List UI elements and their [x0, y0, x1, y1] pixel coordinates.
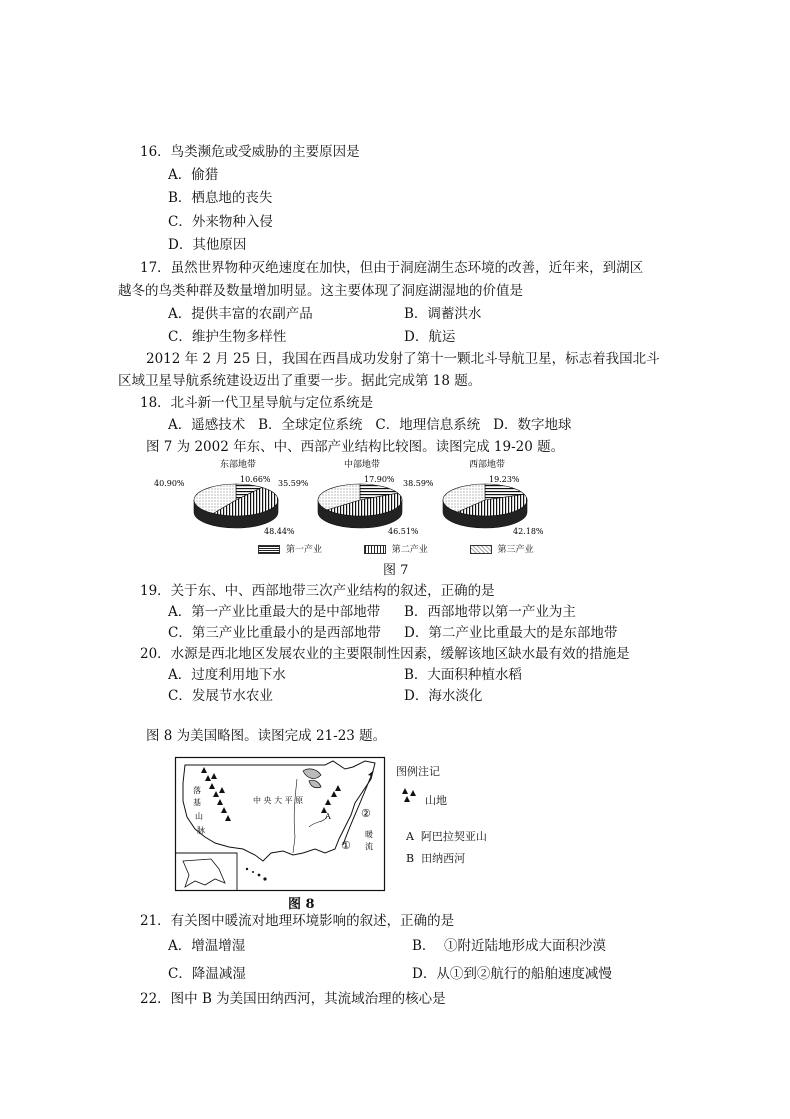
pie-chart-2 — [403, 458, 544, 536]
q21-option-b: B． ①附近陆地形成大面积沙漠 — [412, 938, 607, 954]
q21-option-a: A．增温增湿 — [168, 938, 246, 954]
label-rocky-3: 山 — [195, 812, 203, 821]
legend-mountain-icon — [400, 786, 420, 804]
label-a: A — [325, 812, 331, 821]
figure8-legend-mountain: 山地 — [425, 794, 447, 807]
q20-option-c: C．发展节水农业 — [168, 688, 273, 704]
label-rocky-2: 基 — [193, 798, 201, 807]
q18-options: A．遥感技术 B．全球定位系统 C．地理信息系统 D．数字地球 — [168, 417, 572, 433]
legend-swatch-primary — [258, 545, 280, 554]
q19-option-b: B．西部地带以第一产业为主 — [404, 604, 576, 620]
q16-option-a: A．偷猎 — [168, 167, 219, 183]
intro18-line2: 区域卫星导航系统建设迈出了重要一步。据此完成第 18 题。 — [118, 373, 482, 389]
q22-stem: 22．图中 B 为美国田纳西河，其流域治理的核心是 — [140, 991, 446, 1007]
label-central-plain: 中 央 大 平 原 — [253, 796, 304, 805]
q20-stem: 20．水源是西北地区发展农业的主要限制性因素，缓解该地区缺水最有效的措施是 — [140, 646, 630, 662]
q17-stem-line1: 17．虽然世界物种灭绝速度在加快，但由于洞庭湖生态环境的改善，近年来，到湖区 — [140, 260, 644, 276]
legend-swatch-secondary — [364, 545, 386, 554]
q20-option-a: A．过度利用地下水 — [168, 667, 286, 683]
legend-swatch-tertiary — [470, 545, 492, 554]
q16-option-c: C．外来物种入侵 — [168, 214, 273, 230]
intro19: 图 7 为 2002 年东、中、西部产业结构比较图。读图完成 19-20 题。 — [146, 439, 565, 455]
pie-label-1-1: 46.51% — [388, 527, 419, 536]
q17-stem-line2: 越冬的鸟类种群及数量增加明显。这主要体现了洞庭湖湿地的价值是 — [118, 283, 523, 299]
legend-label-tertiary: 第三产业 — [497, 545, 534, 555]
pie-label-0-2: 40.90% — [154, 479, 185, 488]
q17-option-b: B．调蓄洪水 — [404, 306, 482, 322]
pie-label-1-0: 17.90% — [364, 475, 395, 484]
label-circle-2: ② — [361, 807, 371, 820]
q21-stem: 21．有关图中暖流对地理环境影响的叙述，正确的是 — [140, 913, 455, 929]
figure8-legend-title: 图例注记 — [396, 765, 440, 778]
pie-chart-1 — [278, 458, 419, 536]
q16-option-d: D．其他原因 — [168, 237, 247, 253]
q20-option-d: D．海水淡化 — [404, 688, 483, 704]
q18-stem: 18．北斗新一代卫星导航与定位系统是 — [140, 395, 374, 411]
label-rocky-4: 脉 — [197, 826, 205, 835]
pie-label-0-1: 48.44% — [264, 527, 295, 536]
q20-option-b: B．大面积种植水稻 — [404, 667, 522, 683]
q19-option-c: C．第三产业比重最小的是西部地带 — [168, 625, 381, 641]
intro18-line1: 2012 年 2 月 25 日，我国在西昌成功发射了第十一颗北斗导航卫星，标志着我国北斗 — [146, 351, 660, 367]
q19-stem: 19．关于东、中、西部地带三次产业结构的叙述，正确的是 — [140, 583, 495, 599]
figure8-caption: 图 8 — [288, 897, 315, 912]
label-warm-2: 流 — [365, 842, 373, 851]
figure8-legend-b: B 田纳西河 — [406, 852, 466, 865]
pie-title-1: 中部地带 — [344, 460, 381, 470]
q19-option-d: D．第二产业比重最大的是东部地带 — [404, 625, 618, 641]
legend-label-primary: 第一产业 — [286, 545, 323, 555]
pie-title-0: 东部地带 — [220, 460, 257, 470]
q16-option-b: B．栖息地的丧失 — [168, 190, 273, 206]
q17-option-a: A．提供丰富的农副产品 — [168, 306, 313, 322]
pie-label-2-2: 38.59% — [403, 479, 434, 488]
q17-option-d: D．航运 — [404, 329, 456, 345]
pie-label-2-0: 19.23% — [489, 475, 520, 484]
figure7-caption: 图 7 — [383, 563, 409, 578]
q17-option-c: C．维护生物多样性 — [168, 329, 287, 345]
q21-option-d: D．从①到②航行的船舶速度减慢 — [412, 966, 612, 982]
intro21: 图 8 为美国略图。读图完成 21-23 题。 — [146, 728, 387, 744]
figure8-usa-map — [175, 757, 385, 891]
figure7-pie-charts — [154, 455, 544, 575]
label-circle-1: ① — [341, 839, 351, 852]
figure8-legend-a: A 阿巴拉契亚山 — [406, 830, 487, 843]
q21-option-c: C．降温减湿 — [168, 966, 246, 982]
pie-chart-0 — [154, 458, 295, 536]
pie-label-1-2: 35.59% — [278, 479, 309, 488]
q19-option-a: A．第一产业比重最大的是中部地带 — [168, 604, 381, 620]
pie-label-0-0: 10.66% — [240, 475, 271, 484]
label-warm-1: 暖 — [365, 830, 373, 839]
legend-label-secondary: 第二产业 — [391, 545, 428, 555]
figure7-legend — [258, 542, 534, 555]
label-rocky-1: 落 — [193, 786, 201, 795]
pie-title-2: 西部地带 — [469, 460, 506, 470]
q16-stem: 16．鸟类濒危或受威胁的主要原因是 — [140, 144, 360, 160]
pie-label-2-1: 42.18% — [513, 527, 544, 536]
